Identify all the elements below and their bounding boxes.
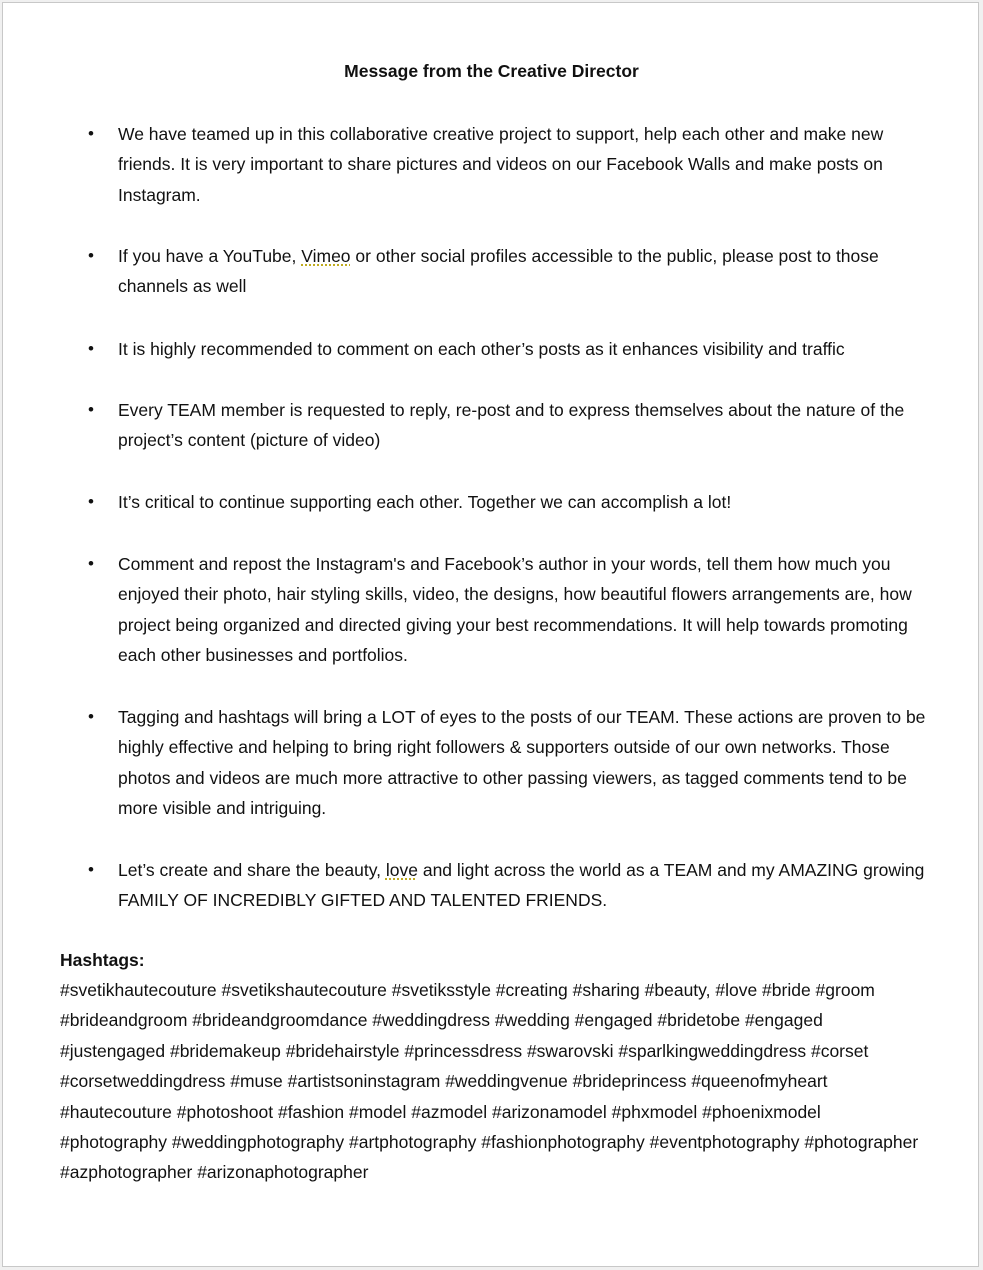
list-item-text (118, 241, 928, 302)
text-segment: Comment and repost the Instagram's and Facebook’s author in your words, tell them how much you enjoyed their photo, hair styling skills, video, the designs, how beautiful flowers arrangements are, how project being organized and directed giving your best recommendations. It will help towards promoting each other businesses and portfolios. (118, 554, 912, 665)
list-item-text (118, 119, 928, 210)
list-item-text (118, 487, 928, 517)
text-segment: or other social profiles accessible to the public, please post to those channels as well (118, 246, 879, 297)
bullet-icon: • (88, 339, 94, 358)
bullet-icon: • (88, 492, 94, 511)
page-title: Message from the Creative Director (344, 61, 639, 81)
bullet-icon: • (88, 400, 94, 419)
document-page (2, 2, 979, 1267)
hashtag-line: #justengaged #bridemakeup #bridehairstyle #princessdress #swarovski #sparlkingweddingdress #corset (60, 1040, 869, 1061)
list-item-text (118, 549, 928, 670)
bullet-icon: • (88, 554, 94, 573)
hashtag-line: #photography #weddingphotography #artphotography #fashionphotography #eventphotography #photographer (60, 1132, 919, 1153)
list-item-text (118, 702, 928, 823)
text-segment: Tagging and hashtags will bring a LOT of eyes to the posts of our TEAM. These actions are proven to be highly effective and helping to bring right followers & supporters outside of our own networks. Those photos and videos are much more attractive to other passing viewers, as tagged comments tend to be more visible and intriguing. (118, 707, 926, 818)
hashtag-line: #hautecouture #photoshoot #fashion #model #azmodel #arizonamodel #phxmodel #phoenixmodel (60, 1101, 821, 1122)
text-segment: and light across the world as a TEAM and my AMAZING growing FAMILY OF INCREDIBLY GIFTED AND TALENTED FRIENDS. (118, 860, 925, 911)
hashtag-line: #brideandgroom #brideandgroomdance #weddingdress #wedding #engaged #bridetobe #engaged (60, 1010, 823, 1031)
hashtag-line: #svetikhautecouture #svetikshautecouture #svetiksstyle #creating #sharing #beauty, #love #bride #groom (60, 980, 875, 1000)
spellcheck-flagged-word[interactable]: Vimeo (301, 246, 351, 266)
list-item-text (118, 855, 928, 916)
spellcheck-flagged-word[interactable]: love (385, 860, 418, 880)
hashtag-line: #corsetweddingdress #muse #artistsoninstagram #weddingvenue #brideprincess #queenofmyheart (60, 1071, 828, 1092)
list-item-text (118, 395, 928, 456)
list-item-text (118, 334, 928, 364)
text-segment: We have teamed up in this collaborative creative project to support, help each other and make new friends. It is very important to share pictures and videos on our Facebook Walls and make posts on Instagram. (118, 124, 884, 205)
hashtag-line: #azphotographer #arizonaphotographer (60, 1162, 369, 1183)
text-segment: Let’s create and share the beauty, (118, 860, 386, 880)
text-segment: Every TEAM member is requested to reply, re-post and to express themselves about the nature of the project’s content (picture of video) (118, 400, 905, 451)
bullet-icon: • (88, 707, 94, 726)
bullet-icon: • (88, 860, 94, 879)
text-segment: It’s critical to continue supporting each other. Together we can accomplish a lot! (118, 492, 732, 512)
text-segment: It is highly recommended to comment on each other’s posts as it enhances visibility and traffic (118, 339, 845, 359)
hashtags-paragraph (60, 975, 940, 1188)
bullet-icon: • (88, 246, 94, 265)
text-segment: If you have a YouTube, (118, 246, 302, 266)
bullet-icon: • (88, 124, 94, 143)
hashtags-heading: Hashtags: (60, 950, 145, 970)
